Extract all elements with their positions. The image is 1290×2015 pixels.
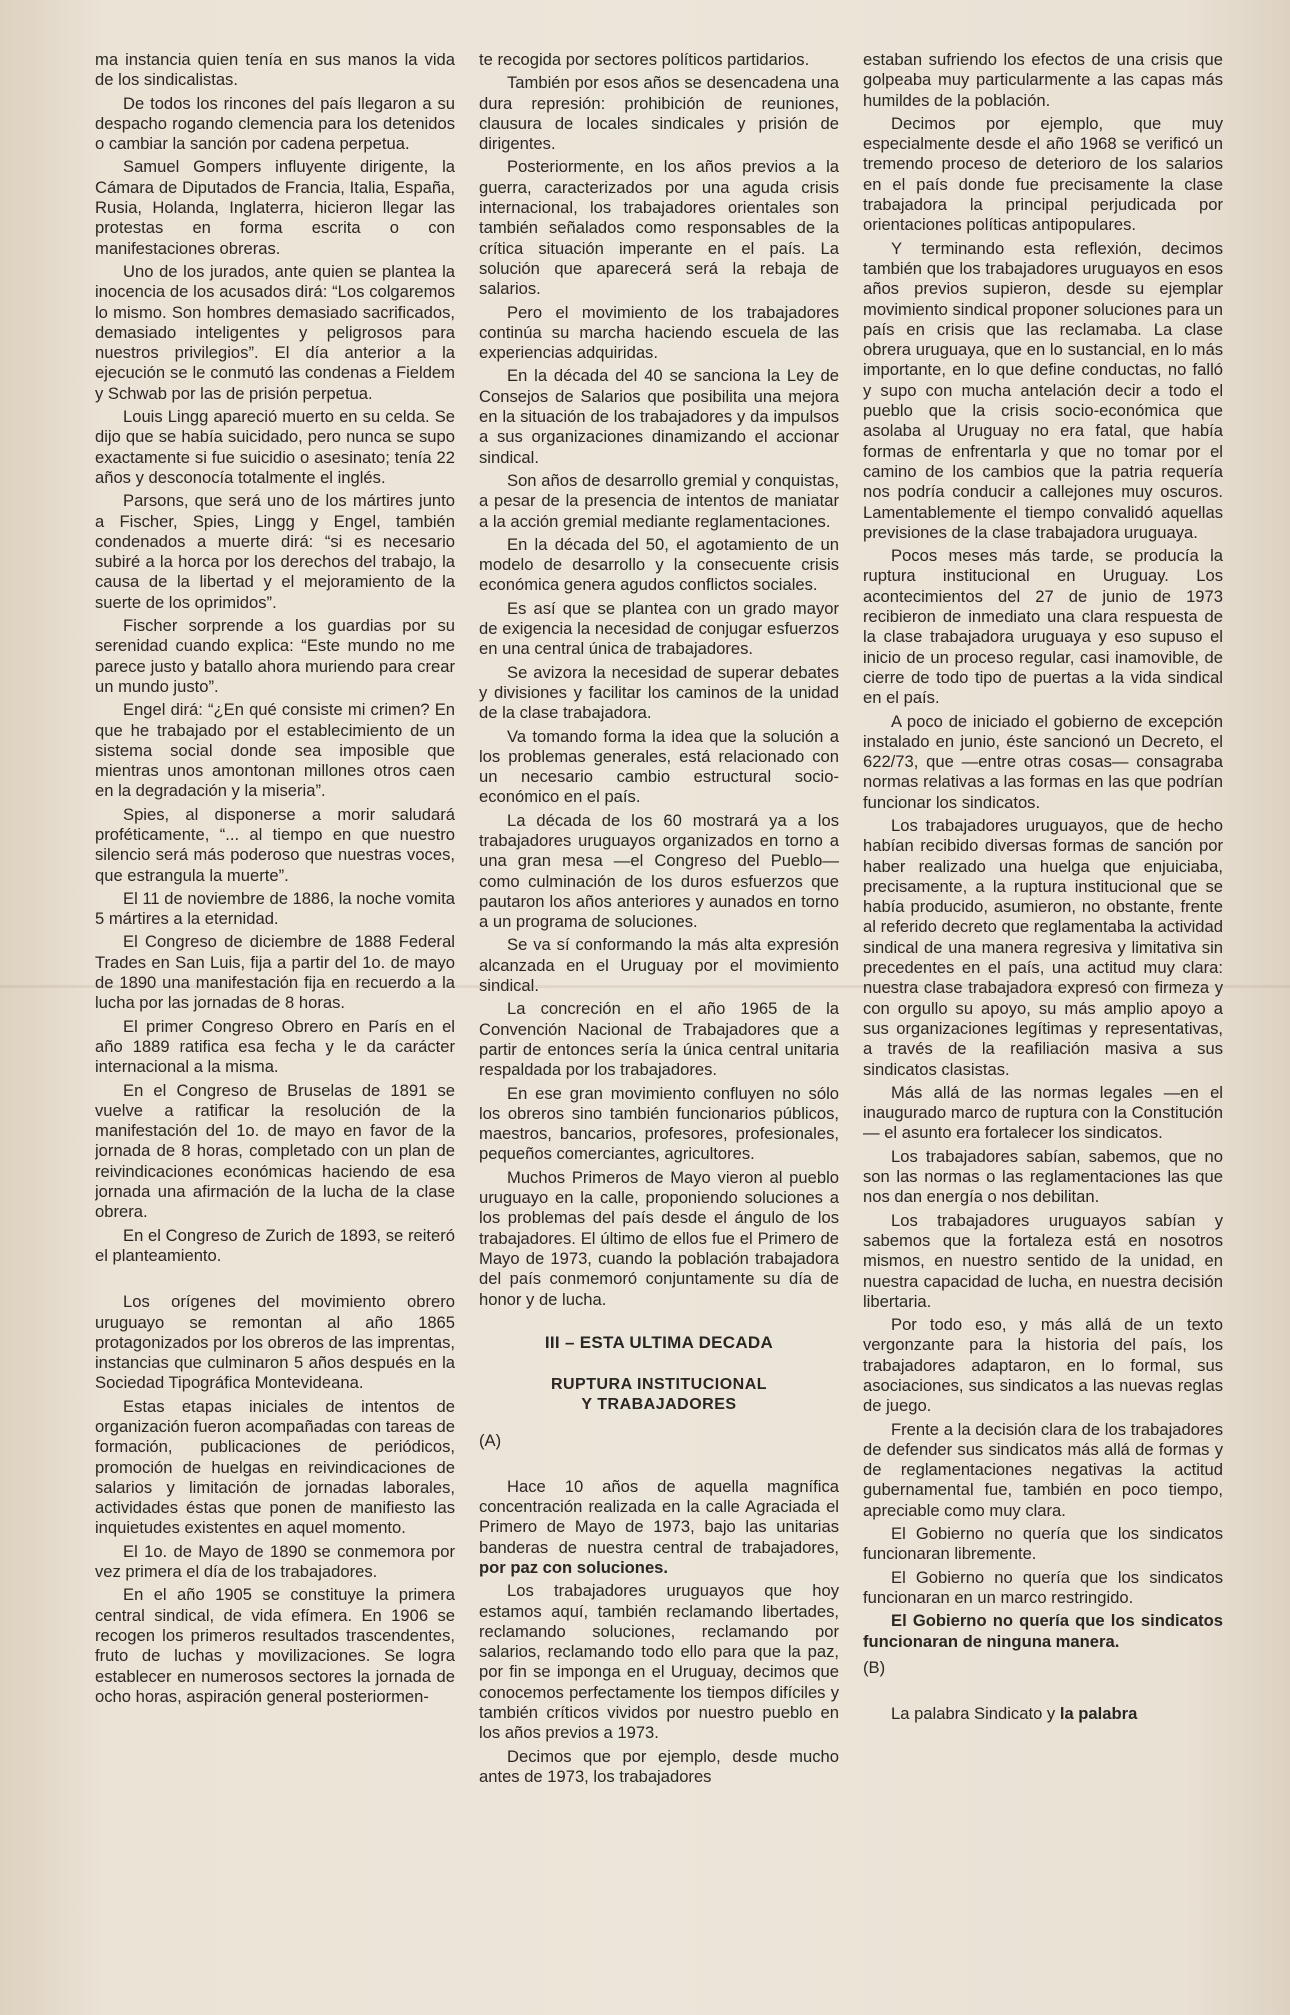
paragraph: Pocos meses más tarde, se producía la ruptura institucional en Uruguay. Los acontecimientos del 27 de junio de 1973 recibieron de inmediato una clara respuesta de la clase trabajadora uruguaya y eso supuso el inicio de un proceso regular, casi inamovible, de cierre de todo tipo de puertas a la vida sindical en el país. [863, 546, 1223, 708]
paragraph: En la década del 40 se sanciona la Ley de Consejos de Salarios que posibilita una mejora en la situación de los trabajadores y da impulsos a sus organizaciones dinamizando el accionar sindical. [479, 366, 839, 467]
paragraph: El 1o. de Mayo de 1890 se conmemora por vez primera el día de los trabajadores. [95, 1541, 455, 1582]
paragraph [479, 1477, 839, 1578]
page-fold [0, 985, 1290, 988]
bold-statement: no quería que los sindicatos funcionaran de ninguna manera. [863, 1611, 1223, 1651]
paragraph: Parsons, que será uno de los mártires junto a Fischer, Spies, Lingg y Engel, también condenados a muerte dirá: “si es necesario subiré a la horca por los derechos del trabajo, la causa de la libertad y el mejoramiento de la suerte de los oprimidos”. [95, 491, 455, 612]
paragraph: Engel dirá: “¿En qué consiste mi crimen? En que he trabajado por el establecimiento de un sistema social donde sea imposible que mientras unos amontonan millones otros caen en la degradación y la miseria”. [95, 700, 455, 801]
column-1 [95, 50, 455, 1975]
paragraph: De todos los rincones del país llegaron a su despacho rogando clemencia para los detenidos o cambiar la sanción por cadena perpetua. [95, 93, 455, 154]
section-label-a: (A) [479, 1430, 502, 1450]
paragraph: El Congreso de diciembre de 1888 Federal Trades en San Luis, fija a partir del 1o. de mayo de 1890 una manifestación fija en recuerdo a la lucha por las jornadas de 8 horas. [95, 932, 455, 1013]
paragraph: Los trabajadores uruguayos que hoy estamos aquí, también reclamando libertades, reclamando soluciones, reclamando por salarios, reclamando todo ello para que la paz, por fin se imponga en el Uruguay, decimos que conocemos perfectamente los tiempos difíciles y también críticos vividos por nuestro pueblo en los años previos a 1973. [479, 1581, 839, 1743]
paragraph: También por esos años se desencadena una dura represión: prohibición de reuniones, clausura de locales sindicales y prisión de dirigentes. [479, 73, 839, 154]
paragraph: La concreción en el año 1965 de la Convención Nacional de Trabajadores que a partir de entonces sería la única central unitaria respaldada por los trabajadores. [479, 999, 839, 1080]
paragraph: Decimos por ejemplo, que muy especialmente desde el año 1968 se verificó un tremendo proceso de deterioro de los salarios en el país donde fue precisamente la clase trabajadora la principal perjudicada por orientaciones políticas antipopulares. [863, 113, 1223, 235]
bold-slogan: por paz con soluciones. [479, 1558, 669, 1577]
paragraph: En el Congreso de Zurich de 1893, se reiteró el planteamiento. [95, 1225, 455, 1265]
paragraph: La década de los 60 mostrará ya a los trabajadores uruguayos organizados en torno a una gran mesa —el Congreso del Pueblo— como culminación de los duros esfuerzos que pautaron los años anteriores y aunados en torno a un programa de soluciones. [479, 810, 839, 932]
paragraph-text: La palabra Sindicato y [891, 1703, 1060, 1723]
paragraph: Samuel Gompers influyente dirigente, la Cámara de Diputados de Francia, Italia, España, Rusia, Holanda, Inglaterra, hicieron llegar las protestas en forma escrita o con manifestaciones obreras. [95, 157, 455, 258]
bold-statement-start: El Gobierno [891, 1611, 993, 1631]
paragraph: Se avizora la necesidad de superar debates y divisiones y facilitar los caminos de la unidad de la clase trabajadora. [479, 662, 839, 723]
bold-phrase: la palabra [1059, 1703, 1138, 1723]
paragraph: Muchos Primeros de Mayo vieron al pueblo uruguayo en la calle, proponiendo soluciones a los problemas del país desde el ángulo de los trabajadores. El último de ellos fue el Primero de Mayo de 1973, cuando la población trabajadora del país conmemoró conjuntamente su día de honor y de lucha. [479, 1167, 839, 1309]
paragraph: A poco de iniciado el gobierno de excepción instalado en junio, éste sancionó un Decreto, el 622/73, que —entre otras cosas— consagraba normas relativas a las formas en las que podrían funcionar los sindicatos. [863, 711, 1223, 812]
paragraph: Va tomando forma la idea que la solución a los problemas generales, está relacionado con un necesario cambio estructural socio-económico en el país. [479, 726, 839, 807]
paragraph: En la década del 50, el agotamiento de un modelo de desarrollo y la consecuente crisis económica genera agudos conflictos sociales. [479, 534, 839, 595]
section-label-b: (B) [863, 1657, 886, 1677]
column-3 [863, 50, 1223, 1975]
paragraph: ma instancia quien tenía en sus manos la vida de los sindicalistas. [95, 50, 455, 90]
paragraph: El Gobierno no quería que los sindicatos funcionaran libremente. [863, 1524, 1223, 1564]
paragraph: Spies, al disponerse a morir saludará proféticamente, “... al tiempo en que nuestro silencio será más poderoso que nuestras voces, que estrangula la muerte”. [95, 804, 455, 885]
paragraph: Es así que se plantea con un grado mayor de exigencia la necesidad de conjugar esfuerzos en una central única de trabajadores. [479, 598, 839, 659]
paragraph: Uno de los jurados, ante quien se plantea la inocencia de los acusados dirá: “Los colgaremos lo mismo. Son hombres demasiado sacrificados, demasiado inteligentes y peligrosos para nuestros privilegios”. El día anterior a la ejecución se le conmutó las condenas a Fieldem y Schwab por las de prisión perpetua. [95, 261, 455, 403]
paragraph: El Gobierno no quería que los sindicatos funcionaran en un marco restringido. [863, 1567, 1223, 1607]
paragraph: Pero el movimiento de los trabajadores continúa su marcha haciendo escuela de las experiencias adquiridas. [479, 302, 839, 363]
paragraph: En el año 1905 se constituye la primera central sindical, de vida efímera. En 1906 se recogen los primeros resultados trascendentes, fruto de luchas y movilizaciones. Se logra establecer en numerosos sectores la jornada de ocho horas, aspiración general posteriormen- [95, 1585, 455, 1706]
paragraph: En el Congreso de Bruselas de 1891 se vuelve a ratificar la resolución de la manifestación del 1o. de mayo en favor de la jornada de 8 horas, completado con un plan de reivindicaciones económicas haciendo de esa jornada una afirmación de la lucha de la clase obrera. [95, 1080, 455, 1222]
paragraph: Son años de desarrollo gremial y conquistas, a pesar de la presencia de intentos de maniatar a la acción gremial mediante reglamentaciones. [479, 470, 839, 531]
paragraph: En ese gran movimiento confluyen no sólo los obreros sino también funcionarios públicos, maestros, bancarios, profesores, profesionales, pequeños comerciantes, agricultores. [479, 1083, 839, 1164]
paragraph: Posteriormente, en los años previos a la guerra, caracterizados por una aguda crisis internacional, los trabajadores orientales son también señalados como responsables de la crítica situación imperante en el país. La solución que aparecerá será la rebaja de salarios. [479, 157, 839, 299]
paragraph: te recogida por sectores políticos partidarios. [479, 50, 810, 69]
paragraph [863, 1704, 1223, 1724]
paragraph: estaban sufriendo los efectos de una crisis que golpeaba muy particularmente a las capas más humildes de la población. [863, 50, 1223, 110]
paragraph: Louis Lingg apareció muerto en su celda. Se dijo que se había suicidado, pero nunca se supo exactamente si fue suicidio o asesinato; tenía 22 años y desconocía totalmente el inglés. [95, 407, 455, 487]
subheading [479, 1375, 839, 1415]
subheading-line-1: RUPTURA INSTITUCIONAL [550, 1375, 768, 1393]
column-2 [479, 50, 839, 1975]
paragraph: El 11 de noviembre de 1886, la noche vomita 5 mártires a la eternidad. [95, 888, 455, 929]
paragraph: Por todo eso, y más allá de un texto vergonzante para la historia del país, los trabajadores adaptaron, en lo formal, sus asociaciones, sus sindicatos a las nuevas reglas de juego. [863, 1315, 1223, 1416]
paragraph: Se va sí conformando la más alta expresión alcanzada en el Uruguay por el movimiento sindical. [479, 935, 839, 996]
article-columns [95, 50, 1230, 1975]
section-heading: III – ESTA ULTIMA DECADA [544, 1332, 774, 1352]
paragraph [863, 1611, 1223, 1652]
paragraph: Los trabajadores uruguayos sabían y sabemos que la fortaleza está en nosotros mismos, en nuestro sentido de la unidad, en nuestra capacidad de lucha, en nuestra decisión libertaria. [863, 1210, 1223, 1311]
paragraph: Los trabajadores uruguayos, que de hecho habían recibido diversas formas de sanción por haber realizado una huelga que enjuiciaba, precisamente, a la ruptura institucional que se había producido, asumieron, no obstante, frente al referido decreto que reglamentaba la actividad sindical de una manera regresiva y limitativa sin precedentes en el país, una actitud muy clara: nuestra clase trabajadora expresó con firmeza y con orgullo su apoyo, su más amplio apoyo a sus organizaciones legítimas y representativas, a través de la reafiliación masiva a sus sindicatos clasistas. [863, 815, 1223, 1079]
paragraph: Los trabajadores sabían, sabemos, que no son las normas o las reglamentaciones las que nos dan energía o nos debilitan. [863, 1146, 1223, 1207]
paragraph: Fischer sorprende a los guardias por su serenidad cuando explica: “Este mundo no me parece justo y batallo ahora muriendo para crear un mundo justo”. [95, 616, 455, 696]
paragraph: Los orígenes del movimiento obrero uruguayo se remontan al año 1865 protagonizados por los obreros de las imprentas, instancias que culminaron 5 años después en la Sociedad Tipográfica Montevideana. [95, 1292, 455, 1393]
paragraph: Estas etapas iniciales de intentos de organización fueron acompañadas con tareas de formación, publicaciones de periódicos, promoción de huelgas en reivindicaciones de salarios y limitación de jornadas laborales, actividades éstas que ponen de manifiesto las inquietudes existentes en aquel momento. [95, 1396, 455, 1538]
paragraph: Más allá de las normas legales —en el inaugurado marco de ruptura con la Constitución— el asunto era fortalecer los sindicatos. [863, 1082, 1223, 1143]
paragraph: El primer Congreso Obrero en París en el año 1889 ratifica esa fecha y le da carácter internacional a la misma. [95, 1016, 455, 1077]
paragraph: Frente a la decisión clara de los trabajadores de defender sus sindicatos más allá de formas y de reglamentaciones negativas la actitud gubernamental fue, también en poco tiempo, apreciable como muy clara. [863, 1419, 1223, 1520]
paragraph: Decimos que por ejemplo, desde mucho antes de 1973, los trabajadores [479, 1746, 839, 1786]
subheading-line-2: Y TRABAJADORES [581, 1395, 737, 1413]
paragraph-text: Hace 10 años de aquella magnífica concentración realizada en la calle Agraciada el Primero de Mayo de 1973, bajo las unitarias banderas de nuestra central de trabajadores, [479, 1476, 839, 1557]
paragraph: Y terminando esta reflexión, decimos también que los trabajadores uruguayos en esos años previos supieron, desde su ejemplar movimiento sindical proponer soluciones para un país en crisis que las reclamaba. La clase obrera uruguaya, que en lo sustancial, en lo más importante, en lo que define conductas, no falló y supo con mucha antelación decir a todo el pueblo que la crisis socio-económica que asolaba al Uruguay no era fatal, que había formas de enfrentarla y que no tomar por el camino de los cambios que la patria requería nos podría conducir a callejones muy oscuros. Lamentablemente el tiempo convalidó aquellas previsiones de la clase trabajadora uruguaya. [863, 238, 1223, 542]
